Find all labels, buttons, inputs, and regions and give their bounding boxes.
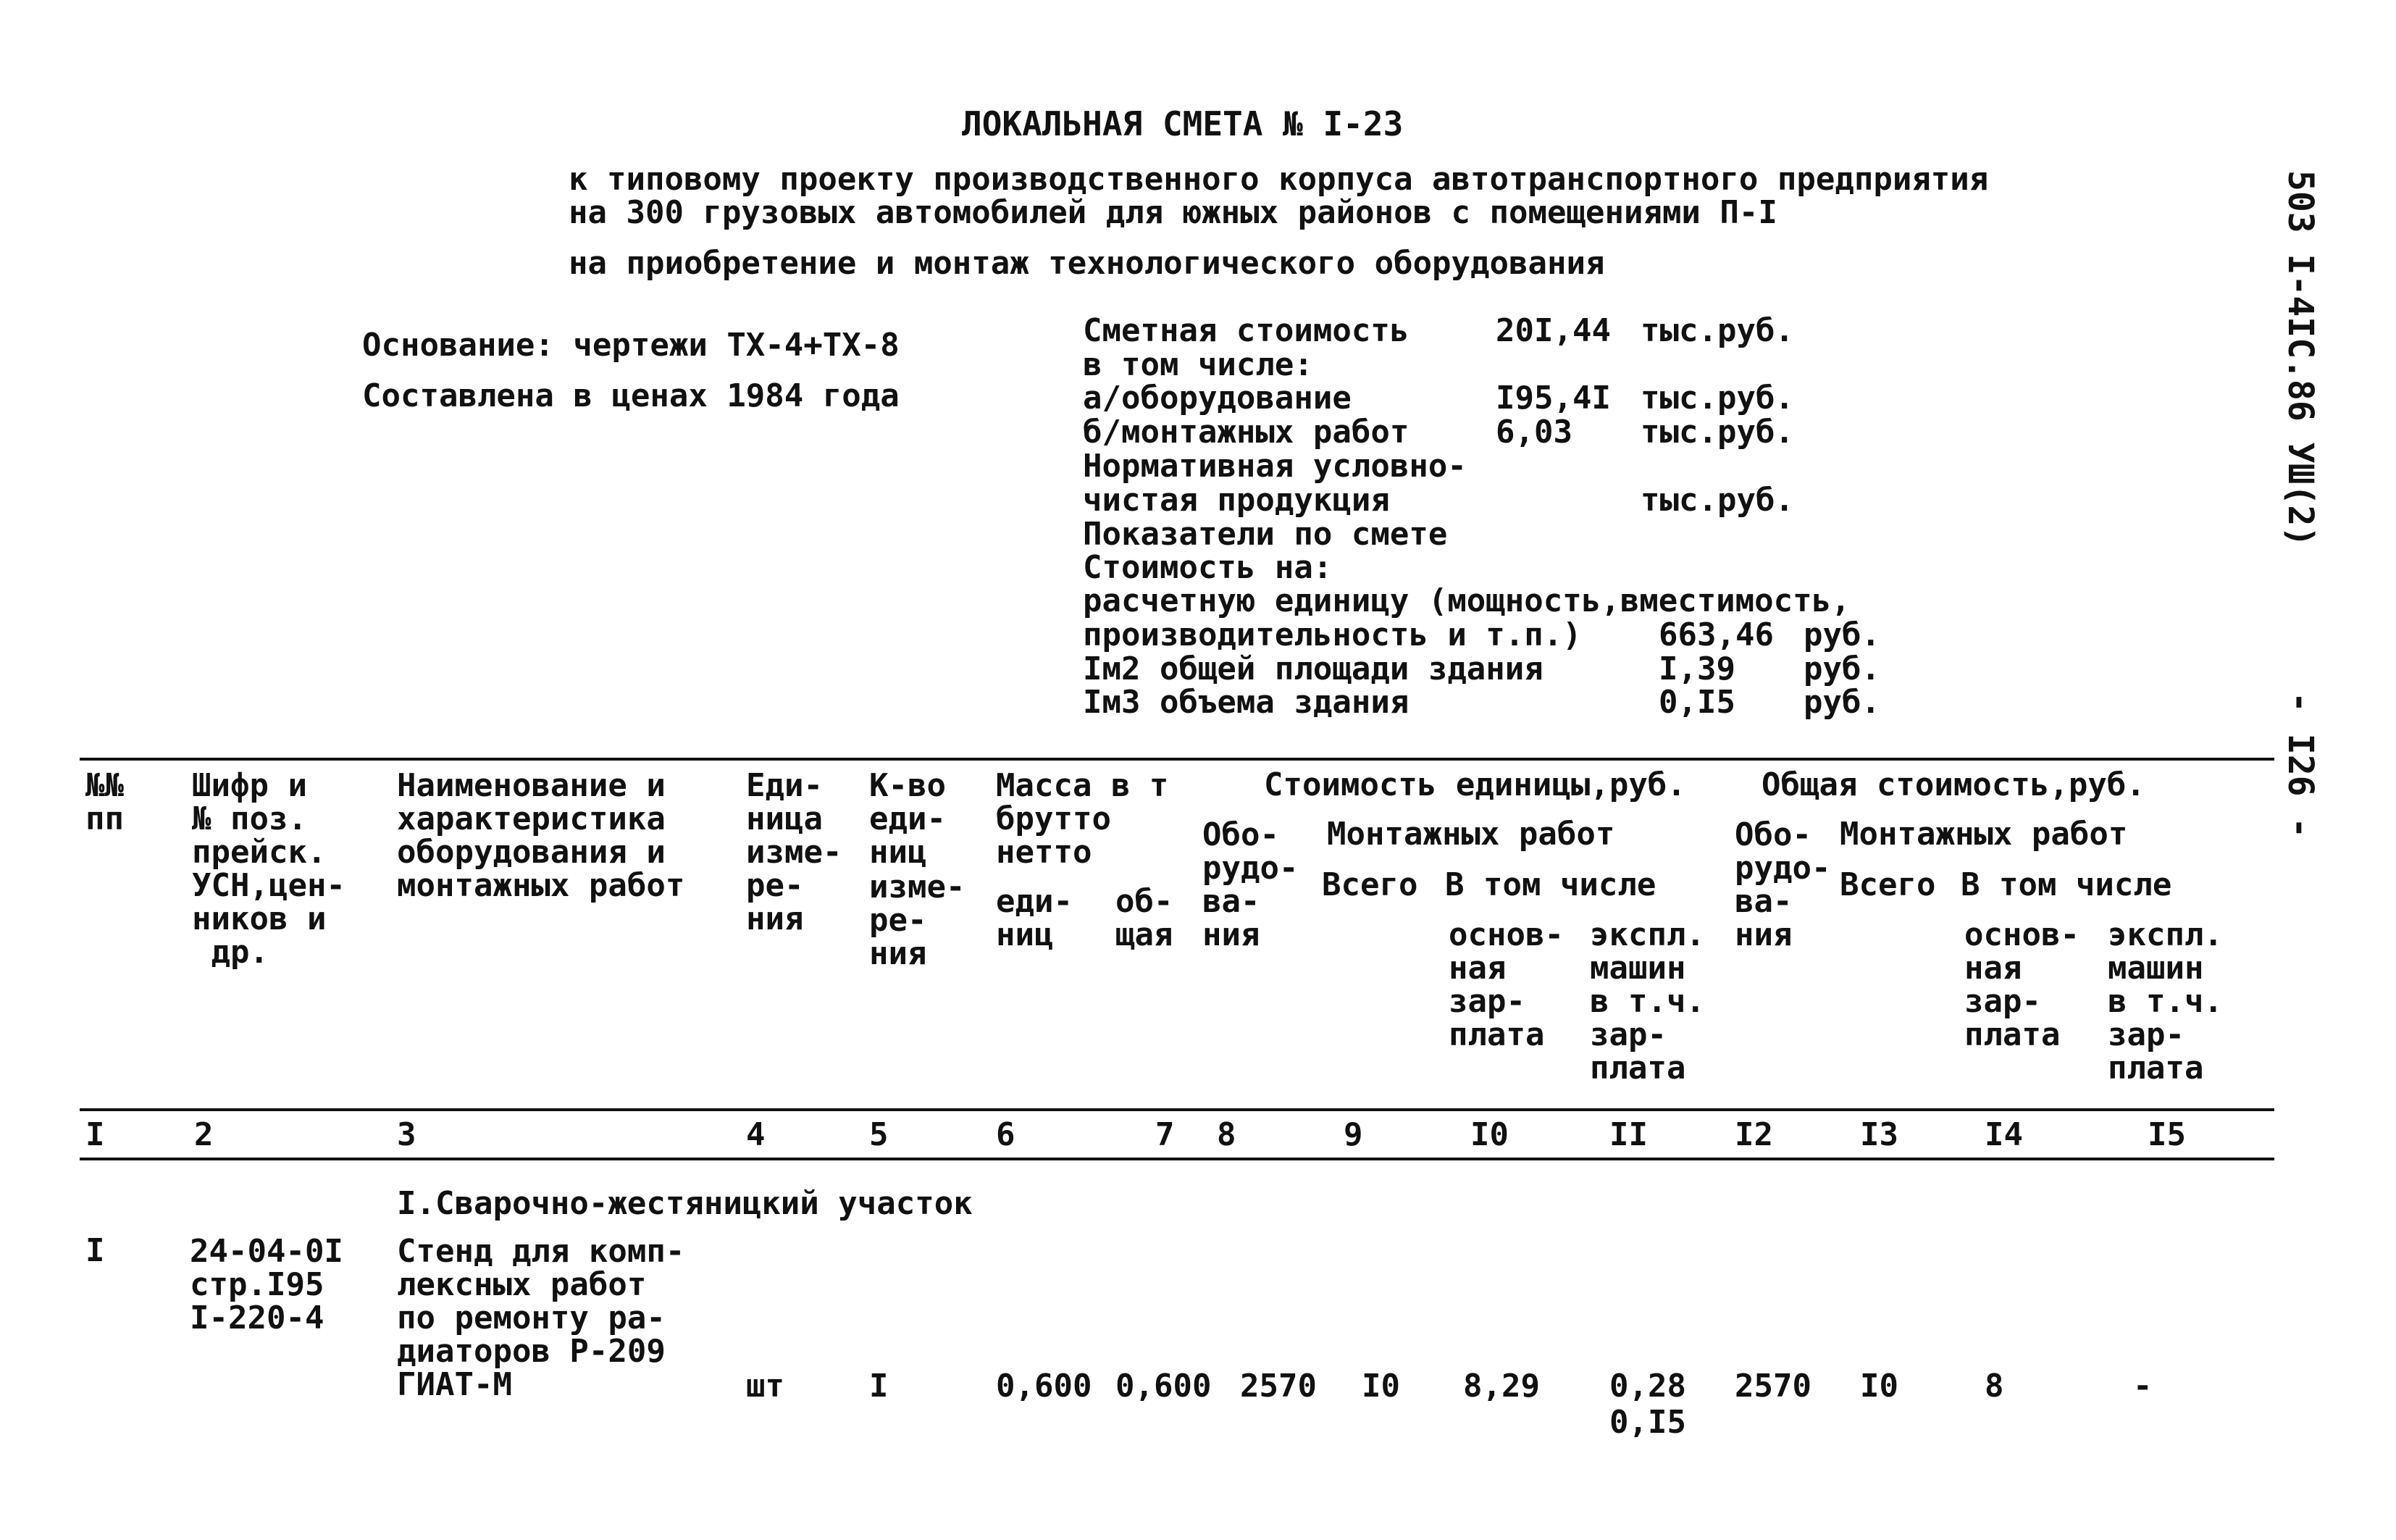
- row-name: Стенд для комп- лексных работ по ремонту ра- диаторов Р-209 ГИАТ-М: [397, 1233, 685, 1403]
- side-document-code: 503 I-4IС.86 УШ(2): [2280, 170, 2321, 548]
- mont-unit: тыс.руб.: [1641, 414, 1794, 451]
- norm-label-2: чистая продукция: [1083, 482, 1390, 519]
- colnum-11: II: [1609, 1116, 1648, 1153]
- colnum-15: I5: [2148, 1116, 2186, 1153]
- norm-label-1: Нормативная условно-: [1083, 448, 1467, 485]
- header-col-7: об- щая: [1115, 883, 1173, 953]
- smet-label: Сметная стоимость: [1083, 312, 1409, 349]
- smet-value: 20I,44: [1496, 312, 1611, 349]
- row-machine-total: -: [2133, 1368, 2153, 1405]
- header-col-13: Всего: [1840, 866, 1936, 903]
- m2-unit: руб.: [1804, 650, 1880, 687]
- header-col-1: №№ пп: [85, 767, 124, 837]
- row-mont-total-sum: I0: [1860, 1368, 1898, 1405]
- header-incl-2: В том числе: [1961, 866, 2172, 903]
- row-code: 24-04-0I стр.I95 I-220-4: [190, 1233, 343, 1336]
- row-machine-1: 0,28: [1609, 1368, 1686, 1405]
- header-bottom-rule: [80, 1108, 2274, 1111]
- doc-purpose: на приобретение и монтаж технологического оборудования: [569, 245, 1605, 282]
- colnum-8: 8: [1217, 1116, 1236, 1153]
- colnum-12: I2: [1735, 1116, 1773, 1153]
- m2-label: Iм2 общей площади здания: [1083, 650, 1543, 687]
- header-col-14: основ- ная зар- плата: [1964, 916, 2079, 1053]
- equip-unit: тыс.руб.: [1641, 380, 1794, 417]
- colnum-10: I0: [1470, 1116, 1509, 1153]
- m3-label: Iм3 объема здания: [1083, 684, 1409, 721]
- mont-label: б/монтажных работ: [1083, 414, 1409, 451]
- equip-value: I95,4I: [1496, 380, 1611, 417]
- m3-unit: руб.: [1804, 684, 1880, 721]
- colnum-7: 7: [1155, 1116, 1175, 1153]
- colnum-5: 5: [869, 1116, 889, 1153]
- doc-prices: Составлена в ценах 1984 года: [362, 377, 900, 414]
- header-col-4: Еди- ница изме- ре- ния: [746, 767, 842, 937]
- row-base-wage-total: 8: [1985, 1368, 2004, 1405]
- calc-unit-label-2: производительность и т.п.): [1083, 616, 1582, 653]
- colnum-1: I: [85, 1116, 105, 1153]
- header-col-9: Всего: [1322, 866, 1418, 903]
- header-col-8: Обо- рудо- ва- ния: [1202, 816, 1299, 953]
- row-equip: 2570: [1240, 1368, 1317, 1405]
- row-machine-2: 0,I5: [1609, 1404, 1686, 1441]
- header-col-5-top: К-во еди- ниц: [869, 767, 946, 871]
- row-base-wage: 8,29: [1463, 1368, 1540, 1405]
- row-qty: I: [869, 1368, 889, 1405]
- calc-unit-value: 663,46: [1659, 616, 1774, 653]
- mont-value: 6,03: [1496, 414, 1572, 451]
- header-col-2: Шифр и № поз. прейск. УСН,цен- ников и др.: [192, 767, 345, 971]
- m2-value: I,39: [1659, 650, 1735, 687]
- header-incl-1: В том числе: [1445, 866, 1656, 903]
- header-col-12: Обо- рудо- ва- ния: [1735, 816, 1831, 953]
- smet-unit: тыс.руб.: [1641, 312, 1794, 349]
- row-mass-total: 0,600: [1115, 1368, 1212, 1405]
- colnum-3: 3: [397, 1116, 416, 1153]
- header-col-3: Наименование и характеристика оборудования и монтажных работ: [397, 767, 685, 904]
- header-col-6: еди- ниц: [996, 883, 1073, 953]
- m3-value: 0,I5: [1659, 684, 1735, 721]
- colnum-4: 4: [746, 1116, 766, 1153]
- indicators-label: Показатели по смете: [1083, 516, 1448, 553]
- colnum-6: 6: [996, 1116, 1015, 1153]
- cost-on-label: Стоимость на:: [1083, 549, 1333, 586]
- row-unit: шт: [746, 1368, 784, 1405]
- row-number: I: [85, 1232, 105, 1269]
- side-page-number: - I26 -: [2280, 692, 2321, 839]
- header-col-11: экспл. машин в т.ч. зар- плата: [1590, 916, 1705, 1087]
- row-equip-total: 2570: [1735, 1368, 1811, 1405]
- header-top-rule: [80, 758, 2274, 761]
- doc-basis: Основание: чертежи ТХ-4+ТХ-8: [362, 327, 900, 364]
- header-mont-group-2: Монтажных работ: [1840, 816, 2128, 853]
- column-numbers-rule: [80, 1158, 2274, 1160]
- header-col-10: основ- ная зар- плата: [1449, 916, 1564, 1053]
- norm-unit: тыс.руб.: [1641, 482, 1794, 519]
- header-mont-group-1: Монтажных работ: [1327, 816, 1615, 853]
- header-col-5-bottom: изме- ре- ния: [869, 869, 965, 972]
- equip-label: а/оборудование: [1083, 380, 1352, 417]
- header-unit-cost-group: Стоимость единицы,руб.: [1264, 766, 1686, 803]
- header-mass-group: Масса в т брутто нетто: [996, 767, 1169, 871]
- colnum-2: 2: [194, 1116, 214, 1153]
- section-heading: I.Сварочно-жестяницкий участок: [397, 1185, 973, 1222]
- colnum-14: I4: [1985, 1116, 2023, 1153]
- calc-unit-unit: руб.: [1804, 616, 1880, 653]
- colnum-9: 9: [1344, 1116, 1363, 1153]
- row-mass-unit: 0,600: [996, 1368, 1092, 1405]
- header-total-cost-group: Общая стоимость,руб.: [1762, 766, 2145, 803]
- header-col-15: экспл. машин в т.ч. зар- плата: [2108, 916, 2223, 1087]
- doc-subtitle: к типовому проекту производственного корпуса автотранспортного предприятия на 300 грузовых автомобилей для южных районов с помещениями П-I: [569, 161, 1989, 231]
- colnum-13: I3: [1860, 1116, 1898, 1153]
- doc-title: ЛОКАЛЬНАЯ СМЕТА № I-23: [962, 104, 1404, 143]
- calc-unit-label-1: расчетную единицу (мощность,вместимость,: [1083, 582, 1851, 619]
- row-mont-total: I0: [1362, 1368, 1400, 1405]
- incl-label: в том числе:: [1083, 346, 1313, 383]
